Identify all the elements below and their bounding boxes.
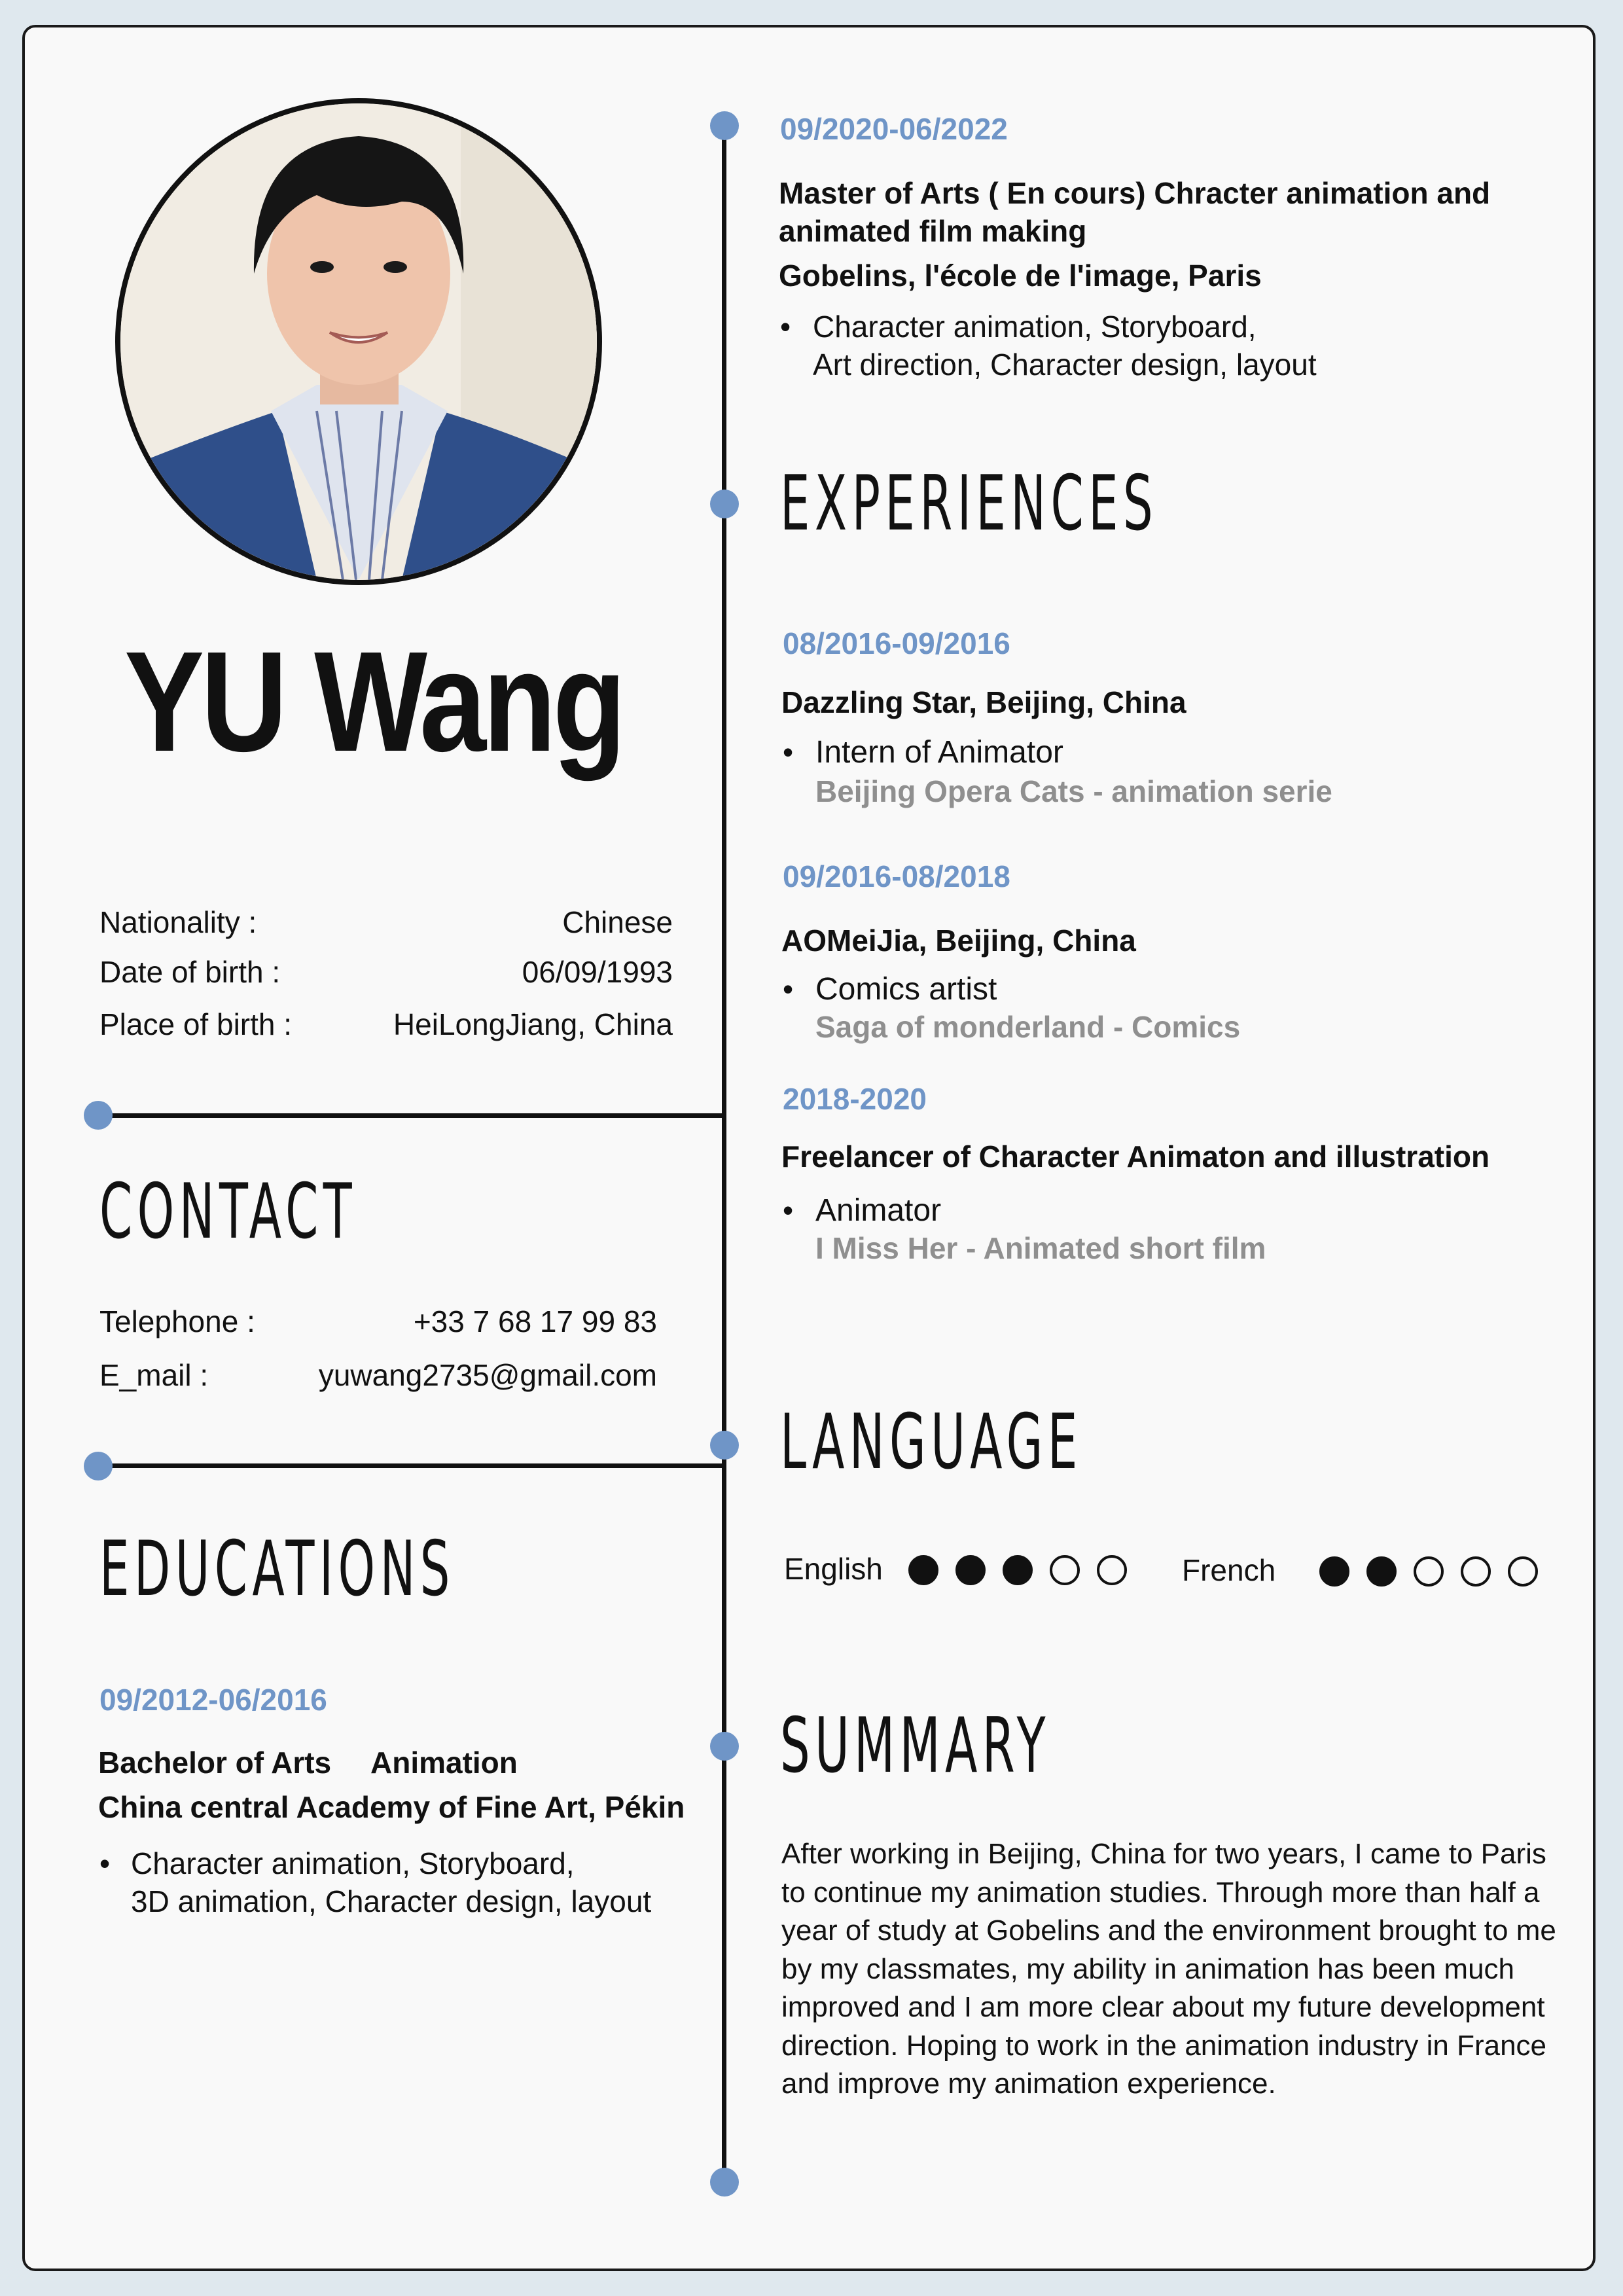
place-of-birth-value: HeiLongJiang, China (393, 1007, 673, 1041)
rating-dot-empty (1414, 1556, 1444, 1587)
language-english-label: English (784, 1552, 883, 1586)
experience-3-date: 2018-2020 (783, 1082, 927, 1116)
experiences-heading: EXPERIENCES (780, 459, 1158, 548)
nationality-label: Nationality : (99, 905, 257, 939)
master-degree-line1: Master of Arts ( En cours) Chracter animation and (779, 176, 1491, 210)
experience-3-company: Freelancer of Character Animaton and illustration (781, 1139, 1490, 1174)
contact-divider-line (98, 1113, 723, 1118)
bachelor-degree: Bachelor of Arts (98, 1746, 332, 1780)
bullet-icon: • (783, 735, 794, 769)
rating-dot-empty (1097, 1555, 1127, 1585)
bachelor-date: 09/2012-06/2016 (99, 1683, 327, 1717)
timeline-dot (84, 1101, 113, 1130)
telephone-row (99, 1304, 657, 1339)
timeline-dot (710, 2168, 739, 2197)
place-of-birth-row (99, 1007, 673, 1042)
nationality-row (99, 905, 673, 940)
telephone-value[interactable]: +33 7 68 17 99 83 (413, 1304, 657, 1338)
experience-1-project: Beijing Opera Cats - animation serie (815, 774, 1332, 808)
language-french-rating (1319, 1556, 1555, 1587)
experience-2-role: Comics artist (815, 972, 997, 1007)
bullet-icon: • (99, 1846, 111, 1880)
master-degree-line2: animated film making (779, 214, 1087, 248)
bullet-icon: • (783, 972, 794, 1006)
rating-dot-filled (1319, 1556, 1349, 1587)
email-label: E_mail : (99, 1358, 209, 1392)
rating-dot-filled (908, 1555, 938, 1585)
bullet-icon: • (783, 1193, 794, 1227)
timeline-vertical-line (722, 124, 726, 2179)
master-school: Gobelins, l'école de l'image, Paris (779, 259, 1262, 293)
educations-heading: EDUCATIONS (99, 1525, 455, 1613)
language-english-rating (908, 1555, 1144, 1585)
bachelor-skills-line2: 3D animation, Character design, layout (131, 1884, 652, 1918)
date-of-birth-row (99, 954, 673, 990)
experience-3-project: I Miss Her - Animated short film (815, 1231, 1266, 1265)
profile-photo (115, 98, 602, 585)
master-date: 09/2020-06/2022 (780, 112, 1008, 146)
candidate-name: YU Wang (124, 622, 623, 781)
bachelor-school: China central Academy of Fine Art, Pékin (98, 1790, 685, 1824)
rating-dot-empty (1461, 1556, 1491, 1587)
place-of-birth-label: Place of birth : (99, 1007, 293, 1041)
experience-1-date: 08/2016-09/2016 (783, 626, 1010, 660)
rating-dot-empty (1050, 1555, 1080, 1585)
experience-3-role: Animator (815, 1193, 942, 1228)
education-divider-line (98, 1463, 723, 1468)
bachelor-field: Animation (370, 1746, 518, 1780)
email-row (99, 1357, 657, 1393)
timeline-dot (84, 1452, 113, 1480)
rating-dot-filled (1003, 1555, 1033, 1585)
master-skills-line2: Art direction, Character design, layout (813, 348, 1317, 382)
language-heading: LANGUAGE (780, 1398, 1082, 1486)
master-skills-line1: Character animation, Storyboard, (813, 310, 1257, 344)
timeline-dot (710, 490, 739, 518)
summary-text: After working in Beijing, China for two years, I came to Paris to continue my animation studies. Through more than half a year of study at Gobelins and the environment brought to me by my classmates, my ability in animation has been much improved and I am more clear about my future development direction. Hoping to work in the animation industry in France and improve my animation experience. (781, 1838, 1556, 2100)
rating-dot-filled (955, 1555, 986, 1585)
bullet-icon: • (780, 310, 791, 344)
experience-1-role: Intern of Animator (815, 735, 1063, 770)
experience-2-date: 09/2016-08/2018 (783, 859, 1010, 893)
date-of-birth-value: 06/09/1993 (522, 955, 673, 989)
experience-2-project: Saga of monderland - Comics (815, 1010, 1241, 1044)
summary-heading: SUMMARY (780, 1702, 1050, 1790)
rating-dot-empty (1508, 1556, 1538, 1587)
bachelor-skills-line1: Character animation, Storyboard, (131, 1846, 575, 1880)
contact-heading: CONTACT (99, 1168, 357, 1256)
language-french-label: French (1182, 1553, 1276, 1587)
experience-2-company: AOMeiJia, Beijing, China (781, 924, 1136, 958)
telephone-label: Telephone : (99, 1304, 255, 1338)
experience-1-company: Dazzling Star, Beijing, China (781, 685, 1186, 719)
rating-dot-filled (1366, 1556, 1397, 1587)
email-value[interactable]: yuwang2735@gmail.com (318, 1358, 657, 1392)
nationality-value: Chinese (562, 905, 673, 939)
timeline-dot (710, 1732, 739, 1761)
date-of-birth-label: Date of birth : (99, 955, 281, 989)
timeline-dot (710, 1431, 739, 1460)
timeline-dot (710, 111, 739, 140)
